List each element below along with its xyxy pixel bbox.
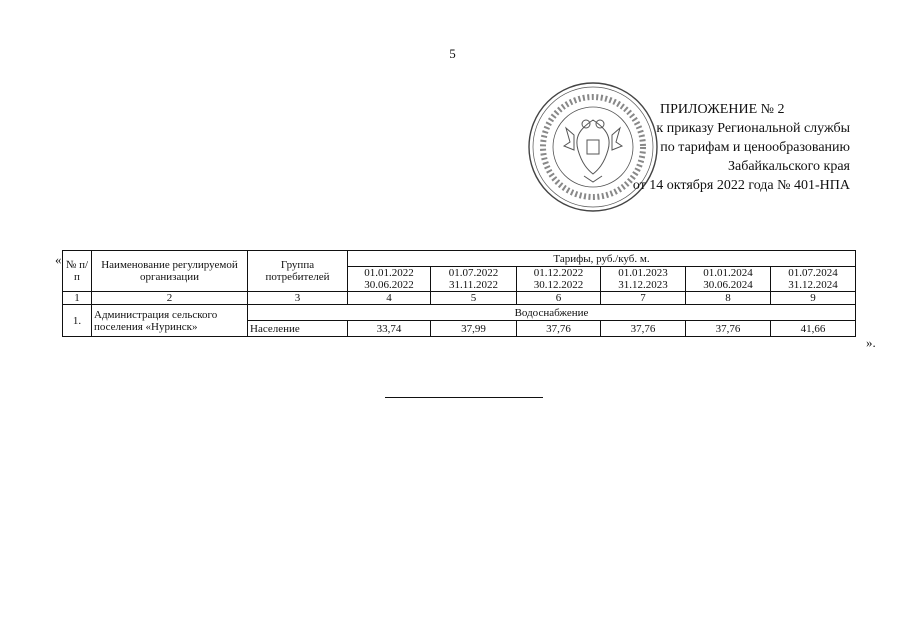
period-to: 30.12.2022 <box>533 279 584 291</box>
period-to: 30.06.2022 <box>364 279 414 291</box>
period-cell <box>431 267 517 292</box>
period-to: 30.06.2024 <box>703 279 753 291</box>
quote-close: ». <box>866 335 876 350</box>
tariff-value: 37,76 <box>686 321 771 337</box>
header-group: Группа потребителей <box>248 251 348 292</box>
end-divider <box>385 397 543 398</box>
col-number: 2 <box>92 292 248 305</box>
tariff-table <box>62 250 856 337</box>
period-cell <box>771 267 856 292</box>
header-tariffs: Тарифы, руб./куб. м. <box>348 251 856 267</box>
quote-open: « <box>55 252 62 267</box>
appendix-line-3: Забайкальского края <box>727 159 850 174</box>
tariff-value: 37,76 <box>517 321 601 337</box>
col-number: 7 <box>601 292 686 305</box>
period-from: 01.01.2023 <box>618 267 668 279</box>
header-org: Наименование регулируемой организации <box>92 251 248 292</box>
row-group: Население <box>248 321 348 337</box>
appendix-title: ПРИЛОЖЕНИЕ № 2 <box>660 102 785 117</box>
tariff-value: 33,74 <box>348 321 431 337</box>
col-number: 4 <box>348 292 431 305</box>
tariff-value: 37,76 <box>601 321 686 337</box>
col-number: 1 <box>63 292 92 305</box>
page-number: 5 <box>449 46 456 61</box>
col-number: 3 <box>248 292 348 305</box>
period-from: 01.01.2024 <box>703 267 753 279</box>
period-to: 31.11.2022 <box>448 279 499 291</box>
period-from: 01.01.2022 <box>364 267 414 279</box>
period-from: 01.07.2024 <box>788 267 838 279</box>
appendix-line-1: к приказу Региональной службы <box>656 121 850 136</box>
period-from: 01.12.2022 <box>533 267 584 279</box>
col-number: 8 <box>686 292 771 305</box>
period-cell <box>601 267 686 292</box>
col-number: 9 <box>771 292 856 305</box>
tariff-value: 41,66 <box>771 321 856 337</box>
period-to: 31.12.2024 <box>788 279 838 291</box>
period-to: 31.12.2023 <box>618 279 668 291</box>
appendix-block <box>600 100 850 195</box>
col-number: 6 <box>517 292 601 305</box>
header-num: № п/п <box>63 251 92 292</box>
section-water-supply: Водоснабжение <box>248 305 856 321</box>
period-cell <box>348 267 431 292</box>
period-from: 01.07.2022 <box>448 267 499 279</box>
row-org: Администрация сельского поселения «Нуринск» <box>92 305 248 337</box>
col-number: 5 <box>431 292 517 305</box>
period-cell <box>686 267 771 292</box>
period-cell <box>517 267 601 292</box>
appendix-line-4: от 14 октября 2022 года № 401-НПА <box>632 178 850 193</box>
tariff-value: 37,99 <box>431 321 517 337</box>
row-num: 1. <box>63 305 92 337</box>
appendix-line-2: по тарифам и ценообразованию <box>660 140 850 155</box>
